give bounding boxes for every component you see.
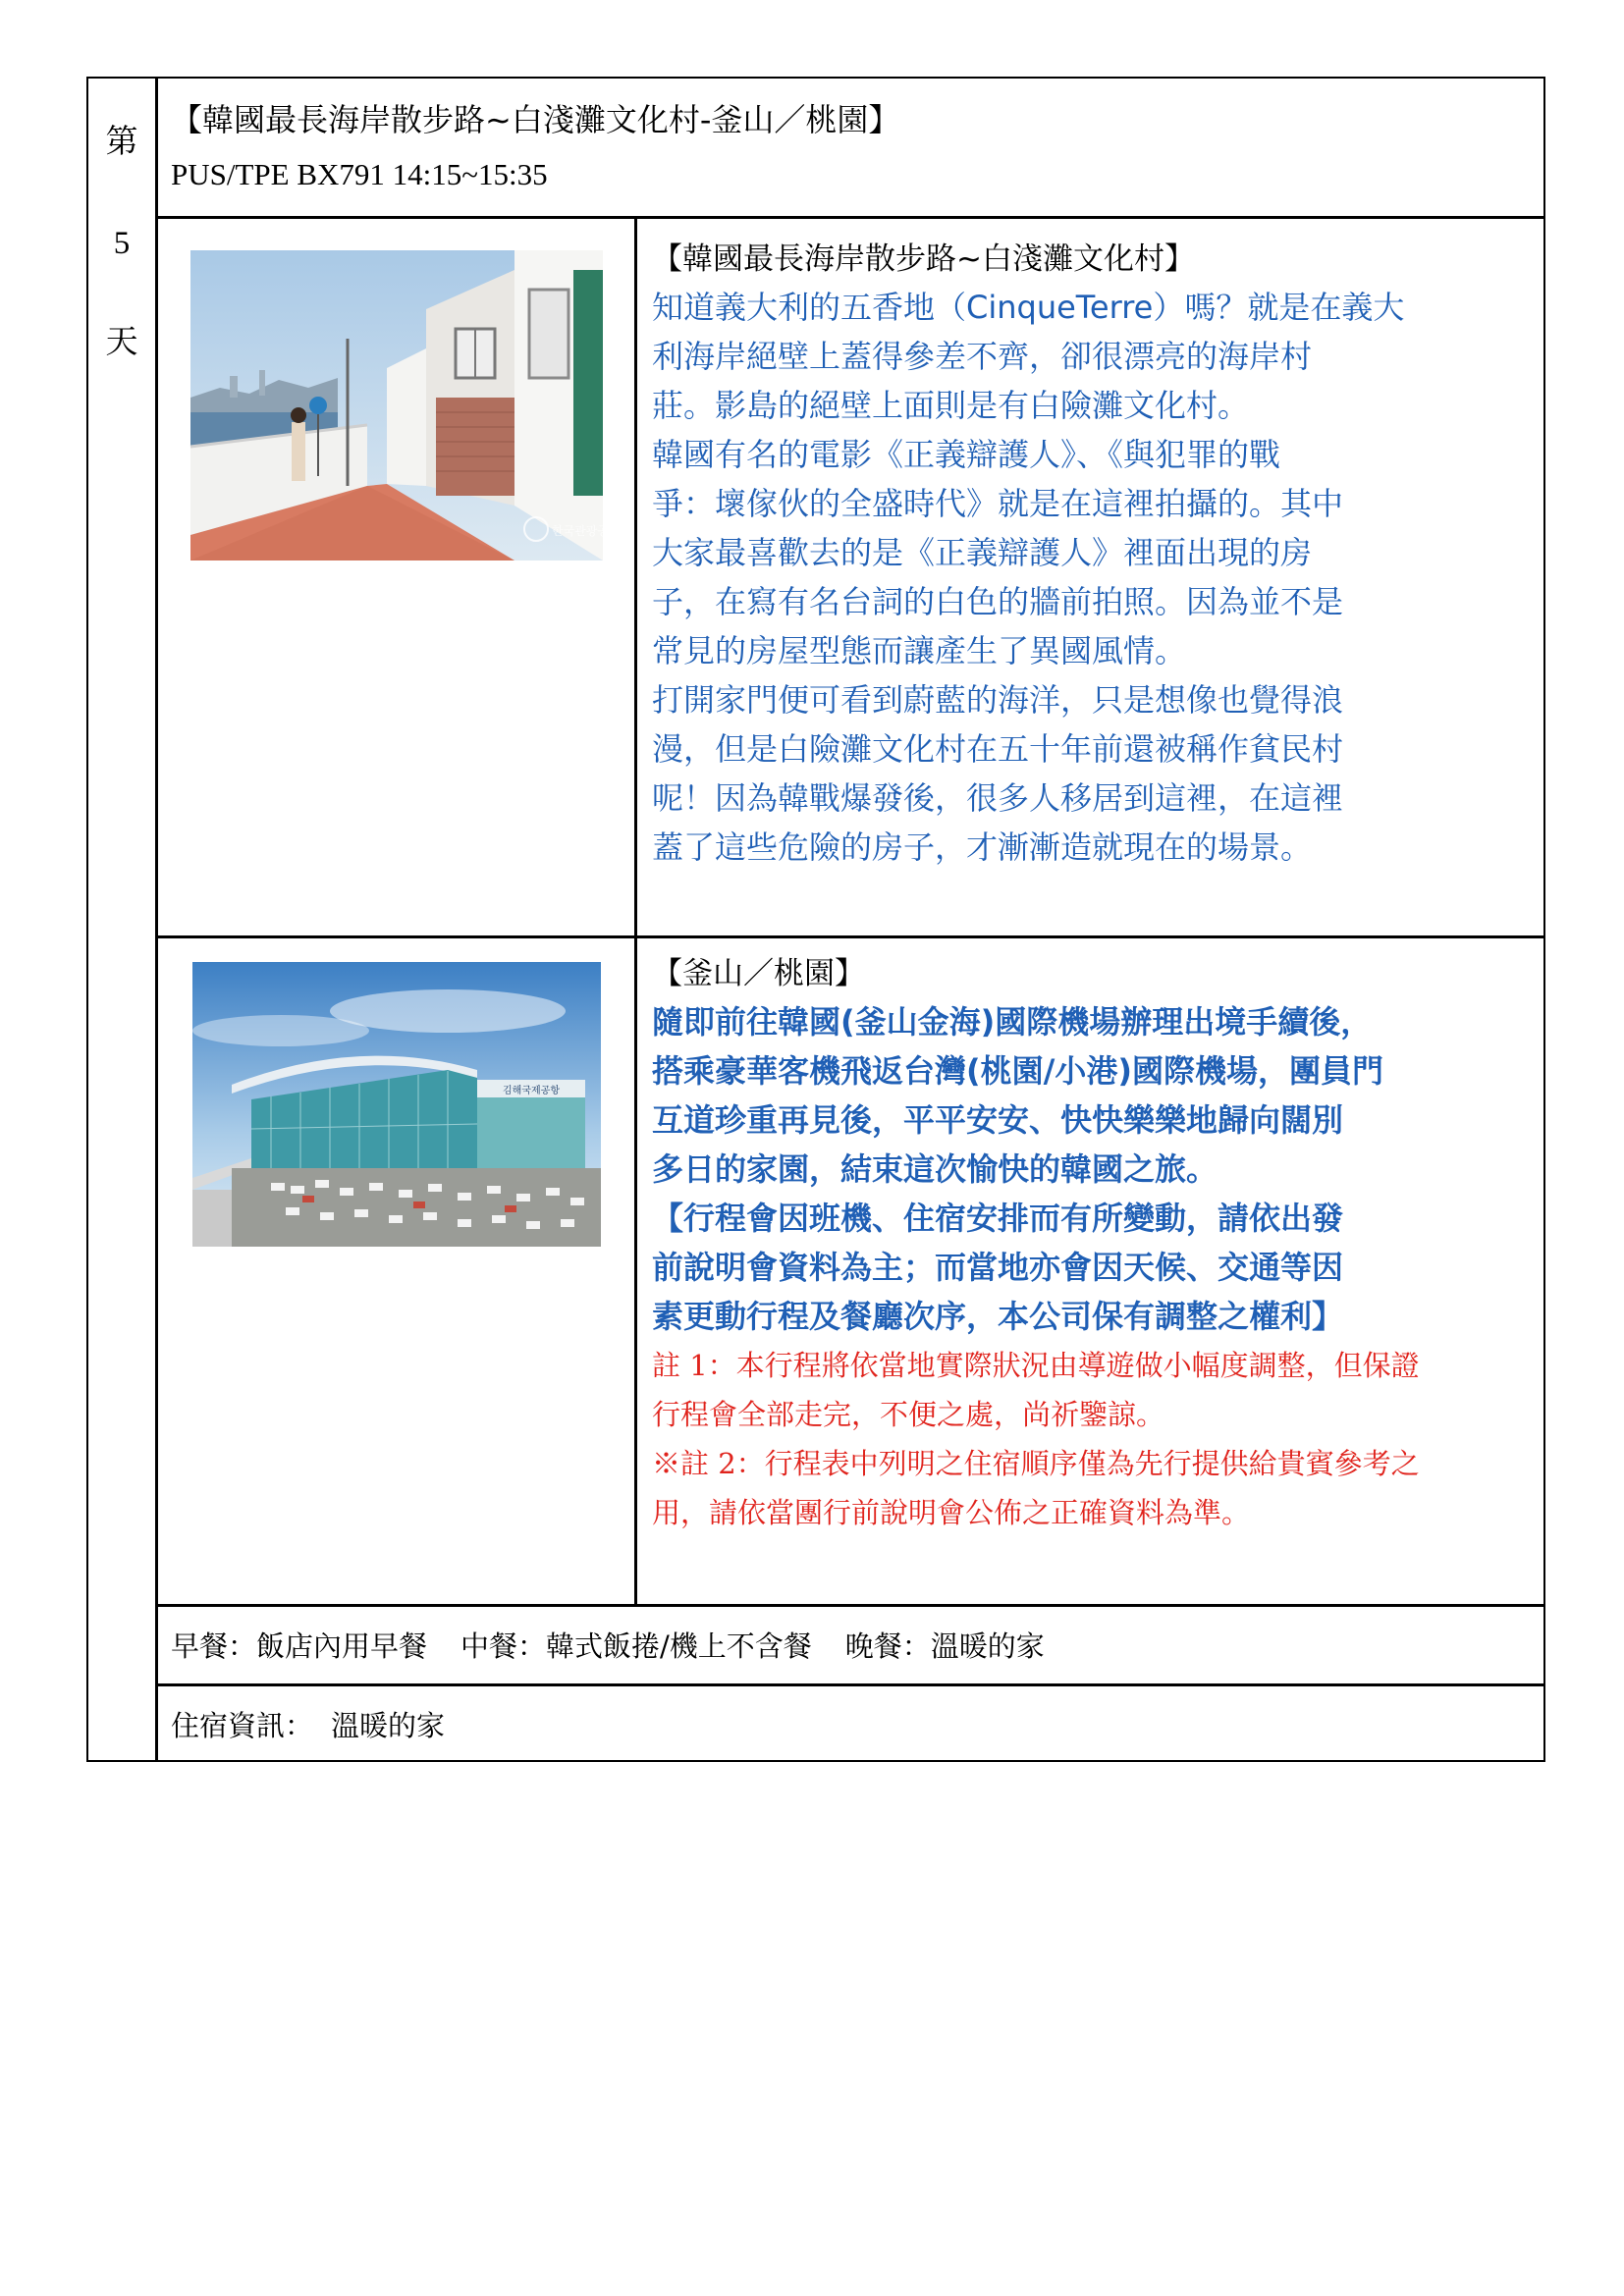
note-line: 用，請依當團行前說明會公佈之正確資料為準。: [652, 1496, 1251, 1529]
hotel-value: 溫暖的家: [331, 1709, 446, 1742]
day-suffix: 天: [105, 322, 138, 360]
notice-line: 【行程會因班機、住宿安排而有所變動，請依出發: [652, 1200, 1344, 1237]
hotel-label: 住宿資訊：: [171, 1709, 314, 1742]
row-divider: [155, 935, 1545, 938]
section1-line: 呢！因為韓戰爆發後，很多人移居到這裡，在這裡: [652, 779, 1344, 817]
breakfast-info: 早餐：飯店內用早餐: [171, 1629, 428, 1663]
section2-line: 多日的家園，結束這次愉快的韓國之旅。: [652, 1150, 1218, 1188]
section1-line: 打開家門便可看到蔚藍的海洋，只是想像也覺得浪: [652, 681, 1344, 719]
section1-line: 常見的房屋型態而讓產生了異國風情。: [652, 632, 1187, 669]
section1-line: 知道義大利的五香地（CinqueTerre）嗎？就是在義大: [652, 289, 1405, 326]
note-line: 行程會全部走完，不便之處，尚祈鑒諒。: [652, 1398, 1165, 1431]
section1-line: 大家最喜歡去的是《正義辯護人》裡面出現的房: [652, 534, 1313, 571]
section2-title: 【釜山／桃園】: [652, 956, 865, 991]
section2-line: 互道珍重再見後，平平安安、快快樂樂地歸向闊別: [652, 1101, 1344, 1139]
image-column-divider: [634, 216, 637, 1604]
section1-title: 【韓國最長海岸散步路~白淺灘文化村】: [652, 241, 1195, 277]
row-divider: [155, 216, 1545, 219]
airport-photo: [192, 962, 601, 1247]
day-number: 5: [113, 226, 131, 261]
row-divider: [155, 1683, 1545, 1686]
airport-sign: 김해국제공항: [503, 1086, 560, 1096]
section1-line: 爭：壞傢伙的全盛時代》就是在這裡拍攝的。其中: [652, 485, 1344, 522]
section1-line: 子，在寫有名台詞的白色的牆前拍照。因為並不是: [652, 583, 1344, 620]
section2-line: 搭乘豪華客機飛返台灣(桃園/小港)國際機場，團員門: [652, 1052, 1383, 1090]
section1-text: [652, 236, 1536, 872]
day-title: 【韓國最長海岸散步路~白淺灘文化村-釜山／桃園】: [171, 101, 900, 138]
section2-line: 隨即前往韓國(釜山金海)國際機場辦理出境手續後，: [652, 1003, 1373, 1041]
section1-line: 韓國有名的電影《正義辯護人》、《與犯罪的戰: [652, 436, 1281, 473]
hotel-row: [171, 1706, 445, 1745]
row-divider: [155, 1604, 1545, 1607]
note-line: ※註 2：行程表中列明之住宿順序僅為先行提供給貴賓參考之: [652, 1447, 1420, 1480]
note-line: 註 1：本行程將依當地實際狀況由導遊做小幅度調整，但保證: [652, 1349, 1420, 1382]
photo-watermark: 한국관광공사: [552, 524, 621, 538]
dinner-info: 晚餐：溫暖的家: [844, 1629, 1045, 1663]
lunch-info: 中餐：韓式飯捲/機上不含餐: [460, 1629, 812, 1663]
section1-line: 蓋了這些危險的房子，才漸漸造就現在的場景。: [652, 828, 1313, 866]
section1-line: 莊。影島的絕壁上面則是有白險灘文化村。: [652, 387, 1250, 424]
meals-row: [171, 1627, 1045, 1666]
village-walkway-photo: [190, 250, 621, 561]
section1-line: 利海岸絕壁上蓋得參差不齊，卻很漂亮的海岸村: [652, 338, 1313, 375]
section2-text: [652, 950, 1536, 1537]
notice-line: 素更動行程及餐廳次序，本公司保有調整之權利】: [652, 1298, 1344, 1335]
flight-info: PUS/TPE BX791 14:15~15:35: [171, 157, 548, 191]
notice-line: 前說明會資料為主；而當地亦會因天候、交通等因: [652, 1249, 1344, 1286]
section1-line: 漫，但是白險灘文化村在五十年前還被稱作貧民村: [652, 730, 1344, 768]
day-prefix: 第: [105, 122, 138, 160]
